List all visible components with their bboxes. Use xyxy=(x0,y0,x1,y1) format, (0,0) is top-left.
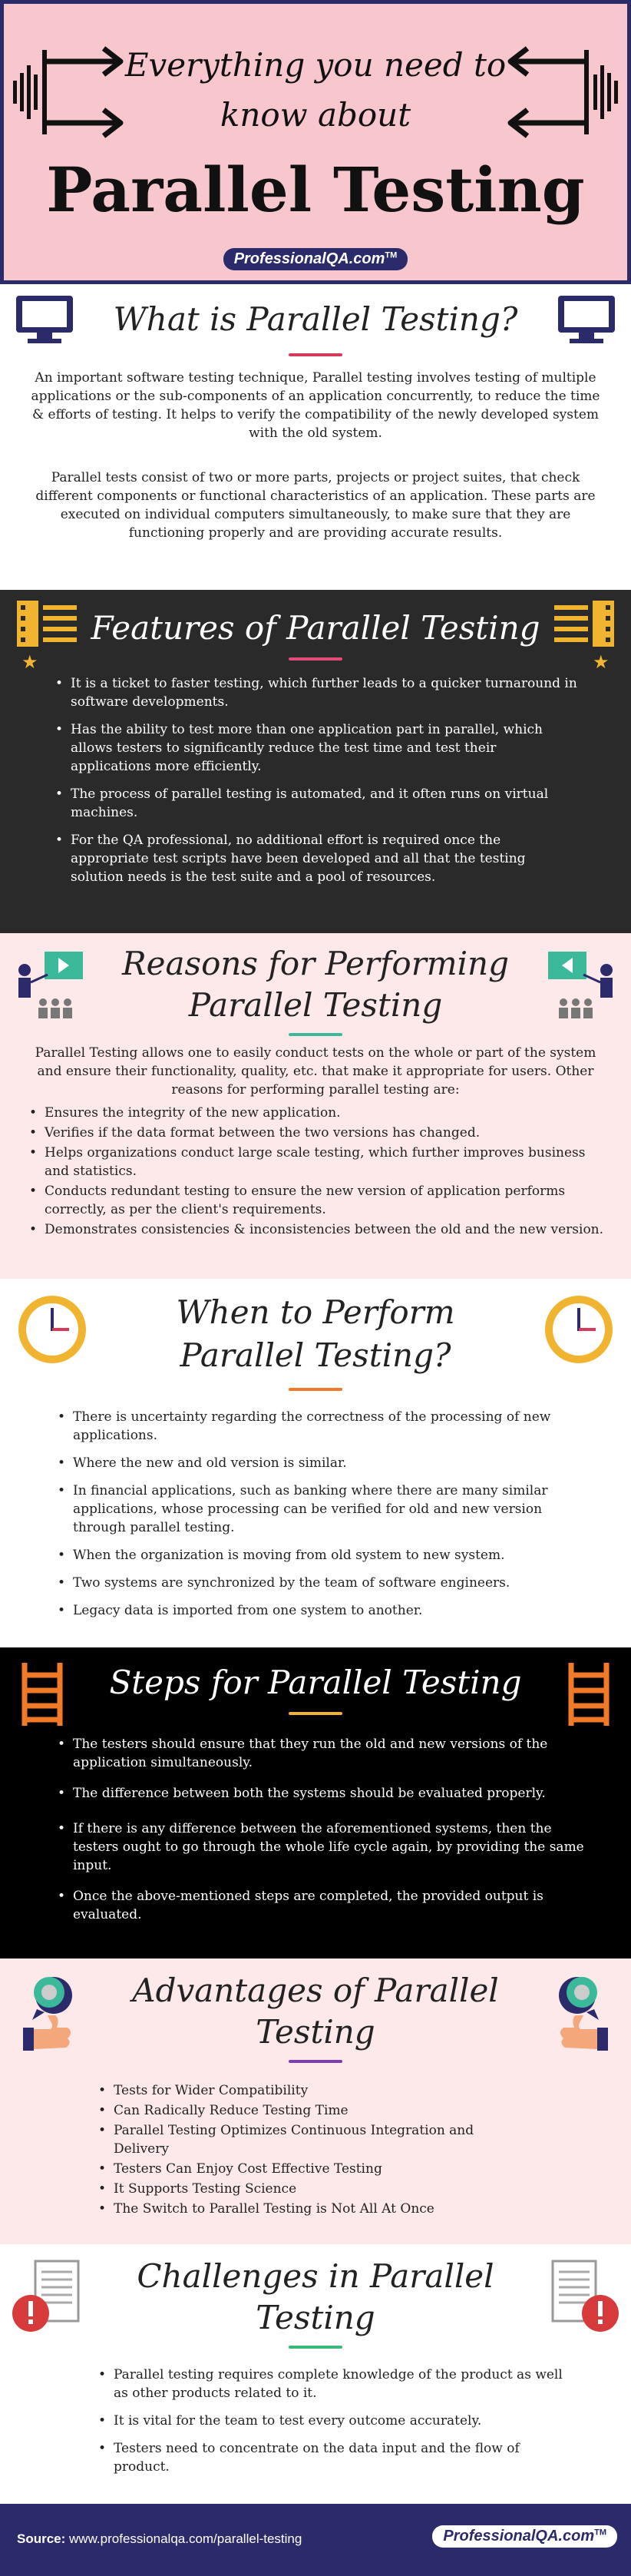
list-item: • In financial applications, such as banking where there are many similar applications, whose processing can be verified for old and new version through parallel testing. xyxy=(58,1482,587,1537)
list-item: • Can Radically Reduce Testing Time xyxy=(98,2101,528,2120)
source-line xyxy=(17,2531,302,2547)
section-title-line1: Challenges in Parallel xyxy=(137,2257,494,2295)
header-subtitle-line2: know about xyxy=(220,96,411,134)
list-item: • The process of parallel testing is automated, and it often runs on virtual machines. xyxy=(55,785,577,822)
title-underline xyxy=(289,353,342,356)
professionalqa-logo[interactable]: ProfessionalQA.com™ xyxy=(223,248,408,270)
list-item: • Tests for Wider Compatibility xyxy=(98,2081,528,2100)
list-item: • Parallel testing requires complete knowledge of the product as well as other products related to it. xyxy=(98,2366,574,2402)
list-item: • The testers should ensure that they run the old and new versions of the application simultaneously. xyxy=(58,1735,587,1772)
list-item: • If there is any difference between the aforementioned systems, then the testers ought to go through the whole life cycle again, by providing the same input. xyxy=(58,1819,587,1875)
paragraph: Parallel Testing allows one to easily conduct tests on the whole or part of the system and ensure their functionality, quality, etc. that make it appropriate for users. Other reasons for performing parallel testing are: xyxy=(35,1045,596,1098)
list-item: • For the QA professional, no additional effort is required once the appropriate test scripts have been developed and all that the testing solution needs is the test suite and a pool of resources. xyxy=(55,831,577,886)
title-underline xyxy=(289,2346,342,2349)
section-advantages xyxy=(0,1958,631,2244)
list-item: • Once the above-mentioned steps are completed, the provided output is evaluated. xyxy=(58,1887,587,1924)
list-item: • It is vital for the team to test every outcome accurately. xyxy=(98,2412,574,2430)
when-list xyxy=(58,1408,587,1629)
reasons-list xyxy=(29,1104,605,1240)
list-item: • Ensures the integrity of the new application. xyxy=(29,1104,605,1122)
section-title: Steps for Parallel Testing xyxy=(109,1664,522,1701)
list-item: • The Switch to Parallel Testing is Not All At Once xyxy=(98,2200,528,2218)
section-what-is xyxy=(0,284,631,590)
steps-list xyxy=(58,1735,587,1933)
advantages-list xyxy=(98,2081,528,2220)
section-title: What is Parallel Testing? xyxy=(113,300,518,338)
title-underline xyxy=(289,1712,342,1715)
section-challenges xyxy=(0,2244,631,2504)
list-item: • When the organization is moving from old system to new system. xyxy=(58,1546,587,1564)
list-item: • Testers Can Enjoy Cost Effective Testing xyxy=(98,2160,528,2178)
section-when xyxy=(0,1279,631,1647)
section-title-line2: Parallel Testing? xyxy=(180,1336,451,1374)
section-title-line1: When to Perform xyxy=(176,1293,455,1331)
list-item: • Helps organizations conduct large scale testing, which further improves business and statistics. xyxy=(29,1144,605,1180)
source-link[interactable]: www.professionalqa.com/parallel-testing xyxy=(69,2531,302,2546)
title-underline xyxy=(289,1033,342,1036)
title-underline xyxy=(289,2060,342,2063)
section-reasons xyxy=(0,933,631,1279)
features-list xyxy=(55,674,577,896)
list-item: • Legacy data is imported from one system to another. xyxy=(58,1601,587,1620)
section-title-line2: Parallel Testing xyxy=(188,986,443,1024)
list-item: • The difference between both the systems should be evaluated properly. xyxy=(58,1784,587,1803)
section-title-line2: Testing xyxy=(256,2013,375,2051)
list-item: • Parallel Testing Optimizes Continuous Integration and Delivery xyxy=(98,2121,528,2158)
list-item: • Testers need to concentrate on the data input and the flow of product. xyxy=(98,2439,574,2476)
list-item: • There is uncertainty regarding the correctness of the processing of new applications. xyxy=(58,1408,587,1445)
list-item: • Two systems are synchronized by the team of software engineers. xyxy=(58,1574,587,1592)
svg-text:★: ★ xyxy=(21,651,38,670)
title-underline xyxy=(289,1388,342,1391)
section-title-line2: Testing xyxy=(256,2299,375,2336)
header-subtitle-line1: Everything you need to xyxy=(124,46,507,84)
section-title-line1: Advantages of Parallel xyxy=(132,1972,499,2009)
professionalqa-logo[interactable]: ProfessionalQA.com™ xyxy=(432,2525,617,2548)
section-features xyxy=(0,590,631,933)
paragraph: An important software testing technique, Parallel testing involves testing of multiple applications or the sub-components of an application concurrently, to reduce the time & efforts of testing. It helps to verify the compatibility of the newly developed system with the old system. xyxy=(31,370,600,441)
list-item: • Where the new and old version is similar. xyxy=(58,1454,587,1472)
source-label: Source: xyxy=(17,2531,66,2546)
list-item: • Verifies if the data format between the two versions has changed. xyxy=(29,1124,605,1142)
header-banner xyxy=(0,0,631,284)
section-steps xyxy=(0,1647,631,1958)
title-underline xyxy=(289,657,342,661)
page-title: Parallel Testing xyxy=(46,154,585,226)
list-item: • Demonstrates consistencies & inconsistencies between the old and the new version. xyxy=(29,1220,605,1239)
challenges-list xyxy=(98,2366,574,2485)
list-item: • Conducts redundant testing to ensure the new version of application performs correctly, as per the client's requirements. xyxy=(29,1182,605,1219)
footer-source xyxy=(0,2504,631,2576)
paragraph: Parallel tests consist of two or more parts, projects or project suites, that check different components or functional characteristics of an application. These parts are executed on individual computers simultaneously, to make sure that they are functioning properly and are providing accurate results. xyxy=(35,470,596,541)
list-item: • Has the ability to test more than one application part in parallel, which allows testers to significantly reduce the test time and test their applications more efficiently. xyxy=(55,720,577,776)
list-item: • It is a ticket to faster testing, which further leads to a quicker turnaround in software developments. xyxy=(55,674,577,711)
section-title: Features of Parallel Testing xyxy=(91,609,540,647)
svg-text:★: ★ xyxy=(593,651,610,670)
list-item: • It Supports Testing Science xyxy=(98,2180,528,2198)
section-title-line1: Reasons for Performing xyxy=(122,945,509,982)
